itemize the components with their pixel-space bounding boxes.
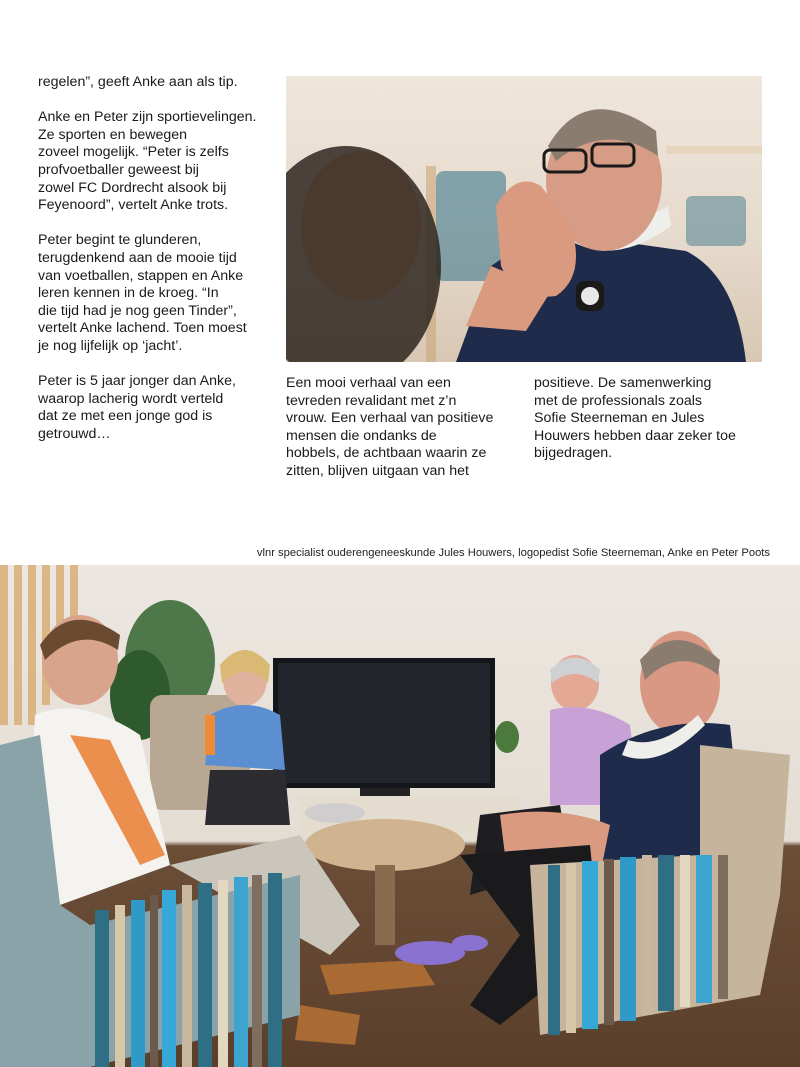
text-line: vrouw. Een verhaal van positieve [286,410,494,427]
text-line: Ze sporten en bewegen [38,126,188,143]
paragraph-4 [38,373,273,443]
text-line: dat ze met een jonge god is [38,408,213,425]
text-line: leren kennen in de kroeg. “In [38,285,219,302]
text-line: bijgedragen. [534,445,613,462]
article-left-column [38,74,273,461]
paragraph-1 [38,74,273,92]
text-line: Peter begint te glunderen, [38,232,202,249]
text-line: positieve. De samenwerking [534,375,712,391]
text-line: zoveel mogelijk. “Peter is zelfs [38,144,229,161]
text-line: zowel FC Dordrecht alsook bij [38,179,227,196]
photo-peter-gesturing [286,76,762,362]
text-line: regelen”, geeft Anke aan als tip. [38,74,238,90]
text-line: mensen die ondanks de [286,427,437,444]
text-line: waarop lacherig wordt verteld [38,390,224,407]
text-line: Peter is 5 jaar jonger dan Anke, [38,373,236,390]
text-line: zitten, blijven uitgaan van het [286,462,469,479]
photo-group-conversation [0,565,800,1067]
photo-top-illustration [286,76,762,362]
text-line: die tijd had je nog geen Tinder”, [38,302,237,319]
text-line: Houwers hebben daar zeker toe [534,427,736,444]
text-line: Feyenoord”, vertelt Anke trots. [38,197,229,214]
text-line: van voetballen, stappen en Anke [38,267,244,284]
photo-bottom-illustration [0,565,800,1067]
text-line: vertelt Anke lachend. Toen moest [38,320,247,337]
text-line: Anke en Peter zijn sportievelingen. [38,109,257,126]
article-middle-column [286,375,522,481]
text-line: met de professionals zoals [534,392,702,409]
article-right-column [534,375,770,463]
text-line: tevreden revalidant met z’n [286,392,457,409]
text-line: je nog lijfelijk op ‘jacht’. [38,337,183,354]
text-line: terugdenkend aan de mooie tijd [38,249,237,266]
text-line: Een mooi verhaal van een [286,375,451,391]
paragraph-3 [38,232,273,355]
photo-caption: vlnr specialist ouderengeneeskunde Jules Houwers, logopedist Sofie Steerneman, Anke en Peter Poots [256,547,770,559]
text-line: getrouwd… [38,425,111,442]
paragraph-2 [38,109,273,215]
text-line: profvoetballer geweest bij [38,161,199,178]
text-line: hobbels, de achtbaan waarin ze [286,445,487,462]
text-line: Sofie Steerneman en Jules [534,410,705,427]
